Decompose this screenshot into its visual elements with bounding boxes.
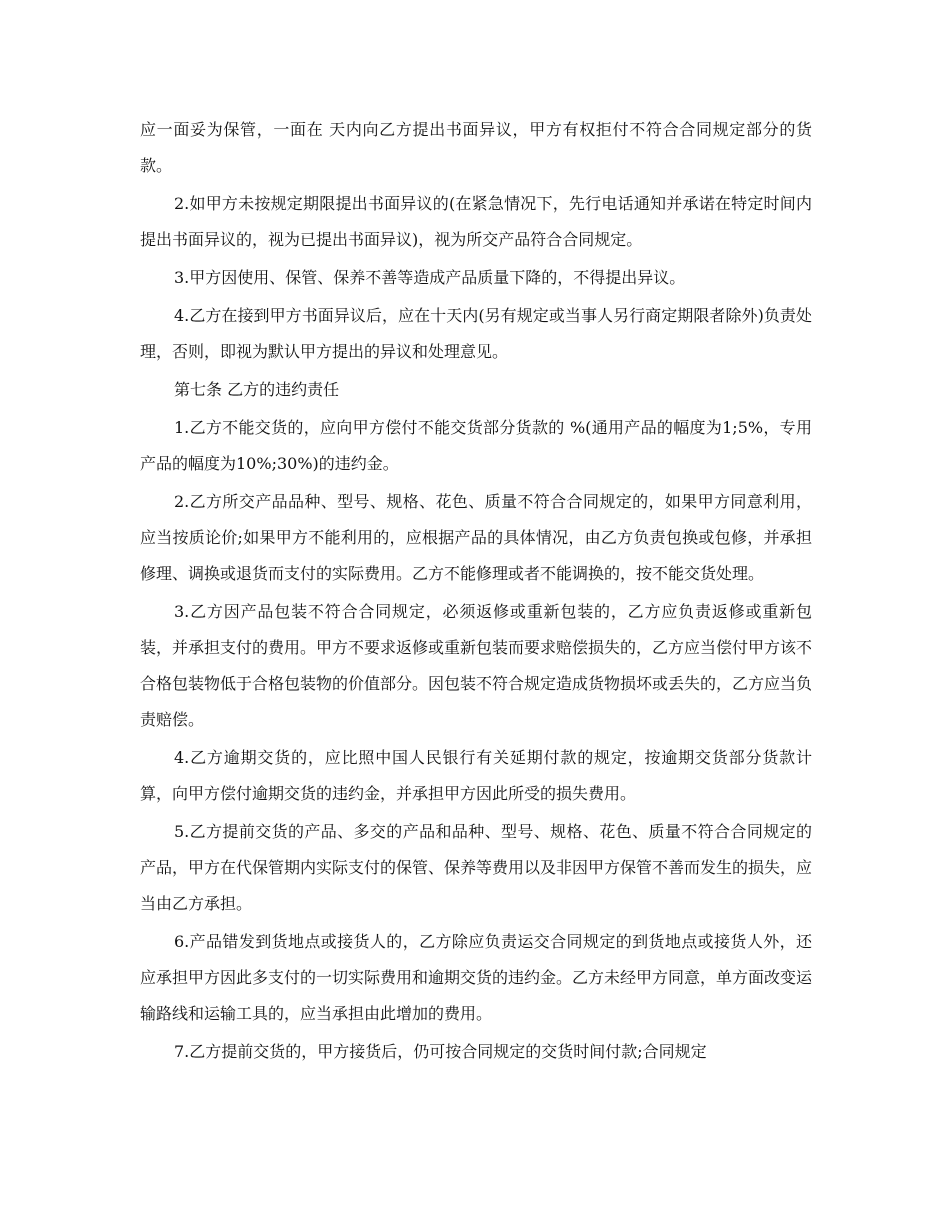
article-seven-clause-7: 7.乙方提前交货的，甲方接货后，仍可按合同规定的交货时间付款;合同规定 — [174, 1042, 707, 1061]
clause-3: 3.甲方因使用、保管、保养不善等造成产品质量下降的，不得提出异议。 — [174, 268, 686, 287]
article-seven-clause-5: 5.乙方提前交货的产品、多交的产品和品种、型号、规格、花色、质量不符合合同规定的产品，甲方在代保管期内实际支付的保管、保养等费用以及非因甲方保管不善而发生的损失，应当由乙方承担。 — [140, 822, 813, 913]
article-seven-clause-4: 4.乙方逾期交货的，应比照中国人民银行有关延期付款的规定，按逾期交货部分货款计算，向甲方偿付逾期交货的违约金，并承担甲方因此所受的损失费用。 — [140, 748, 812, 803]
document-body — [140, 112, 812, 1072]
article-seven-clause-3: 3.乙方因产品包装不符合合同规定，必须返修或重新包装的，乙方应负责返修或重新包装，并承担支付的费用。甲方不要求返修或重新包装而要求赔偿损失的，乙方应当偿付甲方该不合格包装物低于合格包装物的价值部分。因包装不符合规定造成货物损坏或丢失的，乙方应当负责赔偿。 — [140, 602, 813, 729]
article-seven-clause-2: 2.乙方所交产品品种、型号、规格、花色、质量不符合合同规定的，如果甲方同意利用，应当按质论价;如果甲方不能利用的，应根据产品的具体情况，由乙方负责包换或包修，并承担修理、调换或退货而支付的实际费用。乙方不能修理或者不能调换的，按不能交货处理。 — [140, 492, 812, 583]
clause-4: 4.乙方在接到甲方书面异议后，应在十天内(另有规定或当事人另行商定期限者除外)负责处理，否则，即视为默认甲方提出的异议和处理意见。 — [140, 306, 812, 361]
article-seven-clause-1: 1.乙方不能交货的，应向甲方偿付不能交货部分货款的 %(通用产品的幅度为1;5%，专用产品的幅度为10%;30%)的违约金。 — [140, 418, 812, 473]
article-seven-clause-6: 6.产品错发到货地点或接货人的，乙方除应负责运交合同规定的到货地点或接货人外，还应承担甲方因此多支付的一切实际费用和逾期交货的违约金。乙方未经甲方同意，单方面改变运输路线和运输工具的，应当承担由此增加的费用。 — [140, 932, 813, 1023]
clause-2: 2.如甲方未按规定期限提出书面异议的(在紧急情况下，先行电话通知并承诺在特定时间内提出书面异议的，视为已提出书面异议)，视为所交产品符合合同规定。 — [140, 194, 812, 249]
paragraph-continuation: 应一面妥为保管，一面在 天内向乙方提出书面异议，甲方有权拒付不符合合同规定部分的货款。 — [140, 120, 812, 175]
article-seven-heading: 第七条 乙方的违约责任 — [174, 380, 340, 399]
